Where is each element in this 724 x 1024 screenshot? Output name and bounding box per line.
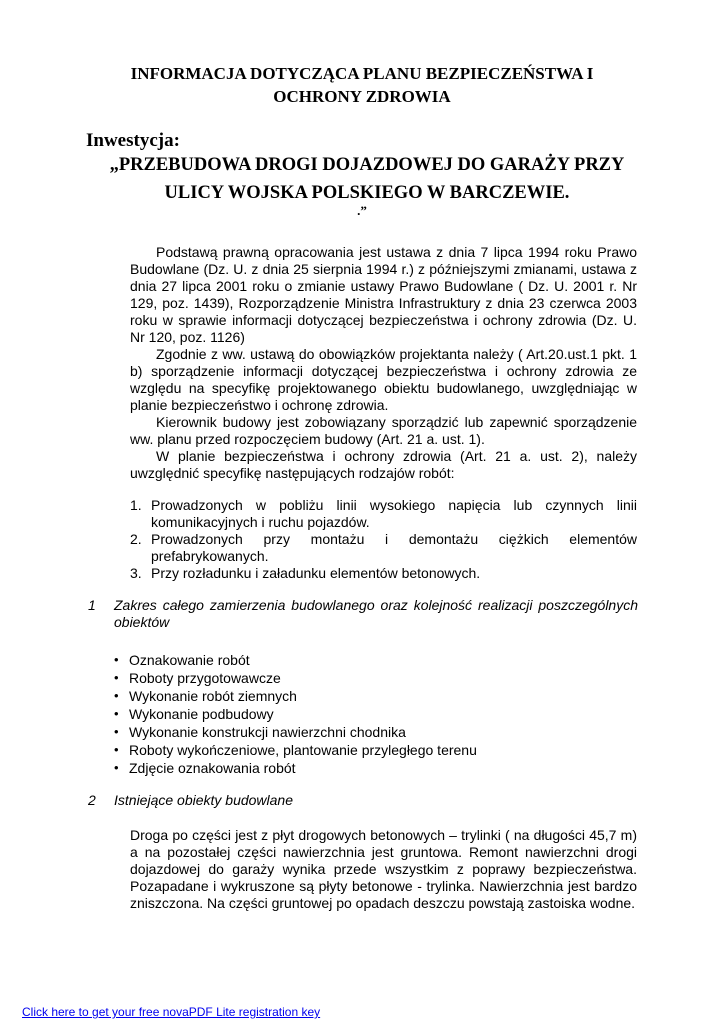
section-1-bullet-list xyxy=(114,651,477,777)
investment-name xyxy=(86,151,648,207)
document-title-line-2: OCHRONY ZDROWIA xyxy=(273,87,451,106)
intro-paragraph: W planie bezpieczeństwa i ochrony zdrowia (Art. 21 a. ust. 2), należy uwzględnić specyfikę następujących rodzajów robót: xyxy=(130,448,637,481)
intro-paragraph: Zgodnie z ww. ustawą do obowiązków projektanta należy ( Art.20.ust.1 pkt. 1 b) sporządzenie informacji dotyczącej bezpieczeństwa i ochrony zdrowia ze względu na specyfikę projektowanego obiektu budowlanego, uwzględniając w planie bezpieczeństwo i ochronę zdrowia. xyxy=(130,346,637,413)
list-item xyxy=(130,497,637,531)
registration-key-link[interactable]: Click here to get your free novaPDF Lite registration key xyxy=(22,1005,321,1019)
section-2-heading xyxy=(88,792,638,809)
section-1-heading xyxy=(88,597,638,631)
section-2-paragraph: Droga po części jest z płyt drogowych betonowych – trylinki ( na długości 45,7 m) a na pozostałej części nawierzchnia jest gruntowa. Remont nawierzchni drogi dojazdowej do garaży wynika przede wszystkim z poprawy bezpieczeństwa. Pozapadane i wykruszone są płyty betonowe - trylinka. Nawierzchnia jest bardzo zniszczona. Na części gruntowej po opadach deszczu powstają zastoiska wodne. xyxy=(130,827,637,911)
list-item: • Wykonanie robót ziemnych xyxy=(114,687,477,705)
list-item: • Roboty wykończeniowe, plantowanie przyległego terenu xyxy=(114,741,477,759)
investment-name-line-2: ULICY WOJSKA POLSKIEGO W BARCZEWIE. xyxy=(164,183,570,203)
document-title-line-1: INFORMACJA DOTYCZĄCA PLANU BEZPIECZEŃSTWA I xyxy=(130,64,594,83)
list-item: • Wykonanie podbudowy xyxy=(114,705,477,723)
list-item xyxy=(130,531,637,565)
section-number: 1 xyxy=(88,597,96,613)
list-item xyxy=(130,565,637,582)
investment-label: Inwestycja: xyxy=(86,130,180,151)
section-title: Istniejące obiekty budowlane xyxy=(114,792,294,808)
section-2-body xyxy=(130,827,637,912)
investment-name-line-1: „PRZEBUDOWA DROGI DOJAZDOWEJ DO GARAŻY PRZY xyxy=(109,155,625,175)
section-title: Zakres całego zamierzenia budowlanego oraz kolejność realizacji poszczególnych obiektów xyxy=(114,597,638,630)
document-title xyxy=(40,62,684,108)
list-item-text: Przy rozładunku i załadunku elementów betonowych. xyxy=(151,565,481,581)
list-item: • Zdjęcie oznakowania robót xyxy=(114,759,477,777)
list-item-text: Prowadzonych przy montażu i demontażu ciężkich elementów prefabrykowanych. xyxy=(151,531,637,564)
work-types-list xyxy=(130,497,637,582)
list-item-number: 3. xyxy=(130,565,142,581)
intro-section xyxy=(130,244,637,482)
investment-name-closing: .” xyxy=(357,203,367,218)
intro-paragraph: Podstawą prawną opracowania jest ustawa z dnia 7 lipca 1994 roku Prawo Budowlane (Dz. U. z dnia 25 sierpnia 1994 r.) z późniejszymi zmianami, ustawa z dnia 27 lipca 2001 roku o zmianie ustawy Prawo Budowlane ( Dz. U. 2001 r. Nr 129, poz. 1439), Rozporządzenie Ministra Infrastruktury z dnia 23 czerwca 2003 roku w sprawie informacji dotyczącej bezpieczeństwa i ochrony zdrowia (Dz. U. Nr 120, poz. 1126) xyxy=(130,244,637,345)
intro-paragraph: Kierownik budowy jest zobowiązany sporządzić lub zapewnić sporządzenie ww. planu przed rozpoczęciem budowy (Art. 21 a. ust. 1). xyxy=(130,414,637,447)
list-item: • Wykonanie konstrukcji nawierzchni chodnika xyxy=(114,723,477,741)
list-item: • Oznakowanie robót xyxy=(114,651,477,669)
list-item: • Roboty przygotowawcze xyxy=(114,669,477,687)
section-number: 2 xyxy=(88,792,96,808)
list-item-text: Prowadzonych w pobliżu linii wysokiego napięcia lub czynnych linii komunikacyjnych i ruchu pojazdów. xyxy=(151,497,637,530)
list-item-number: 2. xyxy=(130,531,142,547)
list-item-number: 1. xyxy=(130,497,142,513)
